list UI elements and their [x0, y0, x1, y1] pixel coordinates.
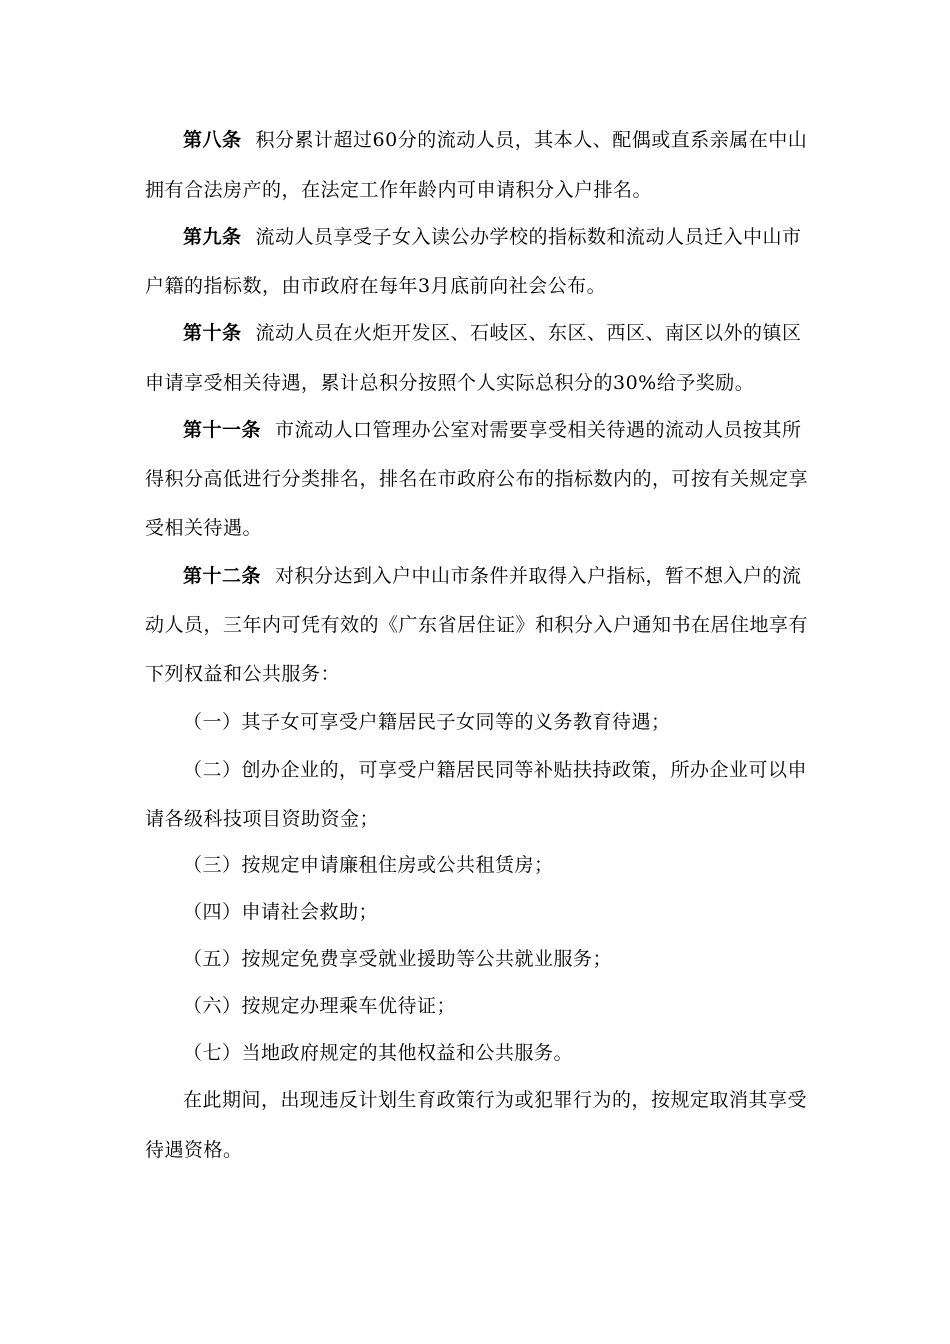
- list-item-2-line-2: 请各级科技项目资助资金；: [145, 808, 380, 830]
- article-9-text-1: 流动人员享受子女入读公办学校的指标数和流动人员迁入中山市: [255, 226, 802, 248]
- list-item-1: （一）其子女可享受户籍居民子女同等的义务教育待遇；: [183, 711, 671, 733]
- article-12-line-1: [183, 563, 800, 589]
- article-11-text-1: 市流动人口管理办公室对需要享受相关待遇的流动人员按其所: [275, 419, 802, 441]
- article-8-text-1: 积分累计超过60分的流动人员，其本人、配偶或直系亲属在中山: [255, 129, 808, 151]
- article-10-text-1: 流动人员在火炬开发区、石岐区、东区、西区、南区以外的镇区: [255, 322, 802, 344]
- list-item-3: （三）按规定申请廉租住房或公共租赁房；: [183, 854, 554, 876]
- article-12-text-1: 对积分达到入户中山市条件并取得入户指标，暂不想入户的流: [275, 565, 802, 587]
- closing-line-1: 在此期间，出现违反计划生育政策行为或犯罪行为的，按规定取消其享受: [183, 1089, 808, 1111]
- article-11-heading: 第十一条: [183, 419, 262, 441]
- article-12-line-2: 动人员，三年内可凭有效的《广东省居住证》和积分入户通知书在居住地享有: [145, 614, 809, 636]
- closing-line-2: 待遇资格。: [145, 1139, 243, 1161]
- article-10-heading: 第十条: [183, 322, 242, 344]
- article-10-line-1: [183, 320, 800, 346]
- list-item-5: （五）按规定免费享受就业援助等公共就业服务；: [183, 948, 613, 970]
- article-9-line-2: 户籍的指标数，由市政府在每年3月底前向社会公布。: [145, 275, 607, 297]
- article-8-line-1: [183, 127, 808, 153]
- article-9-line-1: [183, 224, 800, 250]
- article-8-heading: 第八条: [183, 129, 242, 151]
- article-11-line-3: 受相关待遇。: [145, 517, 263, 539]
- list-item-7: （七）当地政府规定的其他权益和公共服务。: [183, 1042, 574, 1064]
- article-11-line-2: 得积分高低进行分类排名，排名在市政府公布的指标数内的，可按有关规定享: [145, 468, 809, 490]
- article-10-line-2: 申请享受相关待遇，累计总积分按照个人实际总积分的30%给予奖励。: [145, 372, 755, 394]
- article-12-line-3: 下列权益和公共服务：: [145, 663, 341, 685]
- list-item-2-line-1: （二）创办企业的，可享受户籍居民同等补贴扶持政策，所办企业可以申: [183, 759, 808, 781]
- list-item-4: （四）申请社会救助；: [183, 901, 379, 923]
- article-9-heading: 第九条: [183, 226, 242, 248]
- article-8-line-2: 拥有合法房产的，在法定工作年龄内可申请积分入户排名。: [145, 179, 653, 201]
- article-11-line-1: [183, 417, 800, 443]
- article-12-heading: 第十二条: [183, 565, 262, 587]
- list-item-6: （六）按规定办理乘车优待证；: [183, 995, 457, 1017]
